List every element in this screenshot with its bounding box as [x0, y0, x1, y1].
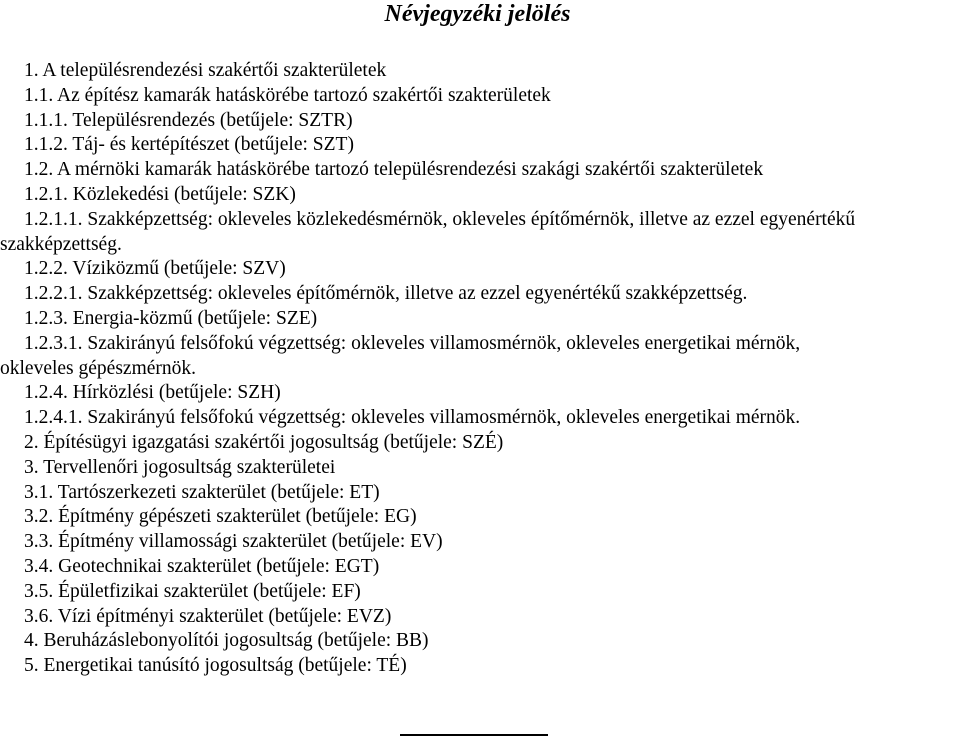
list-item: 1.2.1.1. Szakképzettség: okleveles közlekedésmérnök, okleveles építőmérnök, illetve az ezzel egyenértékű: [24, 208, 856, 230]
designation-list: [0, 59, 958, 679]
list-item: 1.2.2.1. Szakképzettség: okleveles építőmérnök, illetve az ezzel egyenértékű szakképzettség.: [24, 283, 748, 305]
list-item: 1.1.2. Táj- és kertépítészet (betűjele: SZT): [24, 134, 354, 156]
list-item: 2. Építésügyi igazgatási szakértői jogosultság (betűjele: SZÉ): [24, 431, 504, 453]
list-item-continuation: okleveles gépészmérnök.: [0, 357, 197, 379]
list-item: 1. A településrendezési szakértői szakterületek: [24, 60, 387, 81]
list-item: 3.4. Geotechnikai szakterület (betűjele: EGT): [24, 555, 380, 577]
list-item: 3.3. Építmény villamossági szakterület (betűjele: EV): [24, 531, 443, 553]
list-item: 4. Beruházáslebonyolítói jogosultság (betűjele: BB): [24, 630, 429, 652]
list-item: 1.2.4.1. Szakirányú felsőfokú végzettség: okleveles villamosmérnök, okleveles energetikai mérnök.: [24, 407, 801, 429]
list-item: 1.2.2. Víziközmű (betűjele: SZV): [24, 258, 286, 280]
document-title: Névjegyzéki jelölés: [384, 1, 571, 27]
list-item: 1.2.1. Közlekedési (betűjele: SZK): [24, 183, 296, 205]
list-item: 1.2.3.1. Szakirányú felsőfokú végzettség: okleveles villamosmérnök, okleveles energetikai mérnök,: [24, 332, 801, 354]
list-item: 1.2.4. Hírközlési (betűjele: SZH): [24, 382, 281, 404]
list-item: 1.2.3. Energia-közmű (betűjele: SZE): [24, 307, 318, 329]
list-item: 3.1. Tartószerkezeti szakterület (betűjele: ET): [24, 481, 380, 503]
list-item: 3.2. Építmény gépészeti szakterület (betűjele: EG): [24, 506, 417, 528]
list-item: 3.5. Épületfizikai szakterület (betűjele: EF): [24, 580, 361, 602]
list-item: 5. Energetikai tanúsító jogosultság (betűjele: TÉ): [24, 655, 407, 677]
list-item: 1.1.1. Településrendezés (betűjele: SZTR): [24, 109, 353, 131]
list-item: 1.2. A mérnöki kamarák hatáskörébe tartozó településrendezési szakági szakértői szakterületek: [24, 159, 764, 181]
list-item: 3.6. Vízi építményi szakterület (betűjele: EVZ): [24, 605, 392, 627]
footer-divider: [400, 734, 548, 736]
list-item: 1.1. Az építész kamarák hatáskörébe tartozó szakértői szakterületek: [24, 84, 551, 106]
list-item-continuation: szakképzettség.: [0, 233, 122, 255]
list-item: 3. Tervellenőri jogosultság szakterületei: [24, 456, 336, 478]
